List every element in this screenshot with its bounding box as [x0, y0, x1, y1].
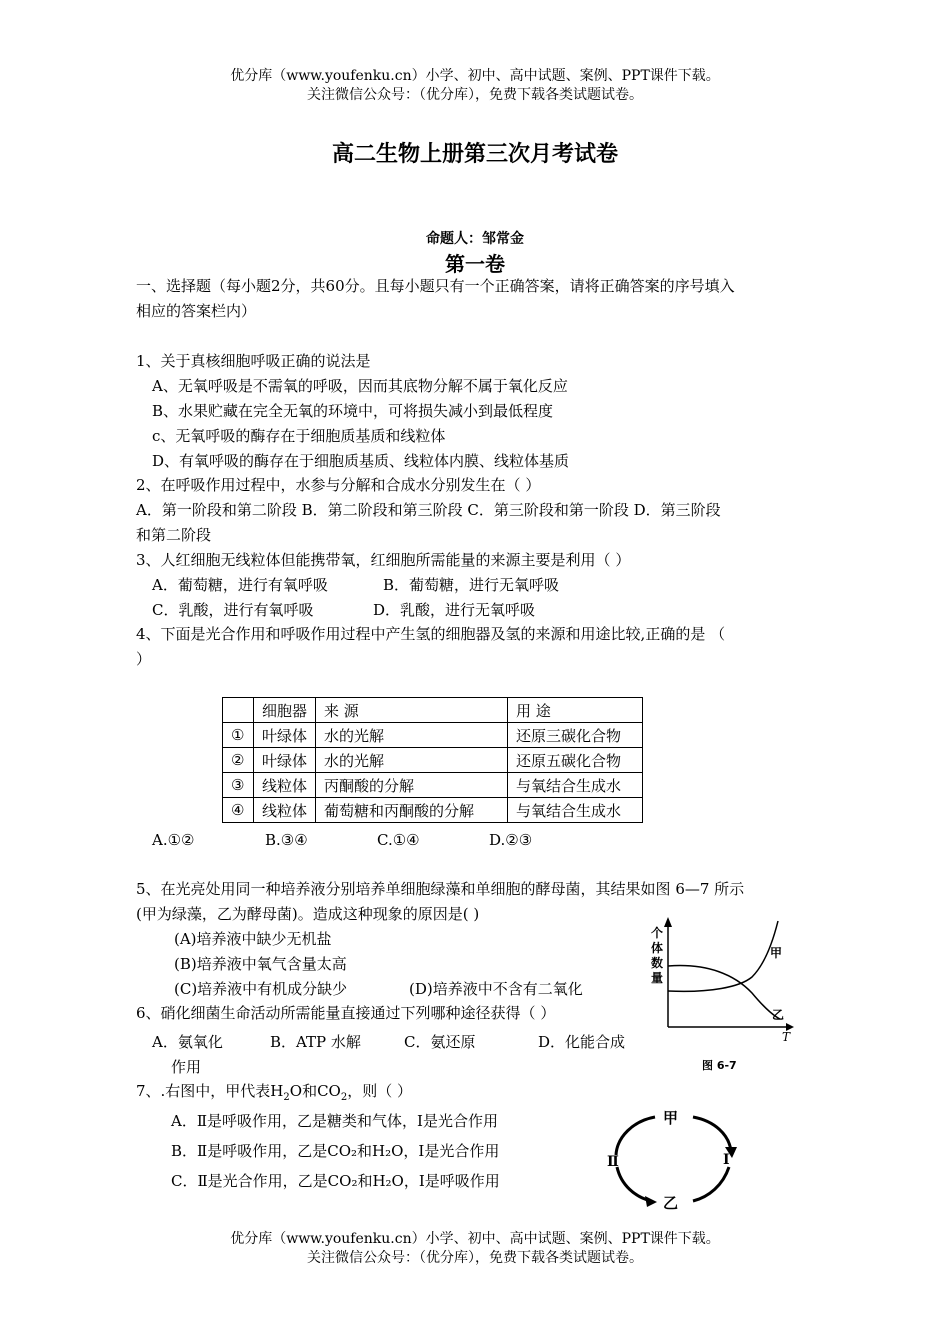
figure-caption: 图 6-7	[702, 1059, 737, 1072]
cycle-diagram	[605, 1105, 745, 1210]
q6-option-b: B．ATP 水解	[270, 1033, 361, 1051]
y-axis-arrow	[664, 917, 672, 927]
y-label-char: 个	[651, 926, 664, 940]
table-header-cell: 细胞器	[254, 698, 316, 723]
section-instructions-2: 相应的答案栏内）	[136, 302, 257, 320]
q1-option-b: B、水果贮藏在完全无氧的环境中，可将损失减小到最低程度	[152, 402, 554, 420]
cycle-label-right: Ⅰ	[723, 1152, 730, 1168]
volume-heading: 第一卷	[445, 252, 505, 276]
table-cell: 水的光解	[316, 723, 508, 748]
q3-option-b: B．葡萄糖，进行无氧呼吸	[383, 576, 560, 594]
q7-option-b: B．Ⅱ是呼吸作用，乙是CO₂和H₂O，Ⅰ是光合作用	[171, 1142, 500, 1160]
table-cell: 还原三碳化合物	[508, 723, 643, 748]
q4-option-b: B.③④	[265, 831, 308, 849]
table-cell: 叶绿体	[254, 748, 316, 773]
y-label-char: 量	[651, 971, 664, 985]
q5-stem-1: 5、在光亮处用同一种培养液分别培养单细胞绿藻和单细胞的酵母菌，其结果如图 6—7 所示	[136, 880, 745, 898]
series-jia-curve	[668, 921, 778, 991]
table-header-row	[223, 698, 643, 723]
q4-stem-2: ）	[136, 650, 152, 668]
q2-options-1: A．第一阶段和第二阶段 B．第二阶段和第三阶段 C．第三阶段和第一阶段 D．第三阶段	[136, 501, 721, 519]
y-label-char: 数	[651, 956, 664, 970]
q4-stem-1: 4、下面是光合作用和呼吸作用过程中产生氢的细胞器及氢的来源和用途比较,正确的是 （	[136, 625, 726, 643]
q6-option-a: A．氨氧化	[152, 1033, 223, 1051]
table-cell: 线粒体	[254, 798, 316, 823]
q1-option-c: c、无氧呼吸的酶存在于细胞质基质和线粒体	[152, 427, 446, 445]
footer-line-2: 关注微信公众号：（优分库），免费下载各类试题试卷。	[307, 1250, 643, 1266]
q6-stem: 6、硝化细菌生命活动所需能量直接通过下列哪种途径获得（ ）	[136, 1004, 556, 1022]
series-jia-label: 甲	[770, 946, 783, 960]
table-cell: ④	[223, 798, 254, 823]
cycle-arc-left-top	[616, 1117, 655, 1155]
q4-option-d: D.②③	[489, 831, 533, 849]
cycle-arc-left-bottom	[617, 1167, 651, 1201]
series-yi-label: 乙	[772, 1008, 785, 1022]
q7-option-a: A．Ⅱ是呼吸作用，乙是糖类和气体，Ⅰ是光合作用	[171, 1112, 498, 1130]
page-title: 高二生物上册第三次月考试卷	[331, 142, 618, 167]
table-cell: 水的光解	[316, 748, 508, 773]
cycle-arc-right-bottom	[693, 1167, 729, 1201]
table-cell: ①	[223, 723, 254, 748]
q5-option-c: (C)培养液中有机成分缺少	[174, 980, 348, 998]
table-cell: ②	[223, 748, 254, 773]
q6-option-c: C．氨还原	[404, 1033, 476, 1051]
q4-option-c: C.①④	[377, 831, 420, 849]
footer-line-1: 优分库（www.youfenku.cn）小学、初中、高中试题、案例、PPT课件下载。	[230, 1231, 720, 1247]
cycle-arc-right-top	[693, 1117, 731, 1151]
cycle-arrowhead-left	[645, 1196, 657, 1207]
q5-stem-2: (甲为绿藻，乙为酵母菌)。造成这种现象的原因是( )	[136, 905, 480, 923]
q5-option-a: (A)培养液中缺少无机盐	[174, 930, 332, 948]
header-line-1: 优分库（www.youfenku.cn）小学、初中、高中试题、案例、PPT课件下载。	[230, 68, 720, 84]
q3-option-d: D．乳酸，进行无氧呼吸	[373, 601, 536, 619]
x-axis-label: T	[782, 1030, 791, 1044]
table-cell: 与氧结合生成水	[508, 773, 643, 798]
table-header-cell: 用 途	[508, 698, 643, 723]
cycle-label-left: Ⅱ	[607, 1154, 619, 1170]
author-line: 命题人：邹常金	[426, 231, 524, 247]
cycle-label-bottom: 乙	[663, 1194, 679, 1210]
table-row	[223, 773, 643, 798]
q1-option-a: A、无氧呼吸是不需氧的呼吸，因而其底物分解不属于氧化反应	[152, 377, 568, 395]
q6-option-d-cont: 作用	[171, 1058, 202, 1076]
q7-option-c: C．Ⅱ是光合作用，乙是CO₂和H₂O，Ⅰ是呼吸作用	[171, 1172, 500, 1190]
q3-option-c: C．乳酸，进行有氧呼吸	[152, 601, 314, 619]
q5-option-d: (D)培养液中不含有二氧化	[409, 980, 583, 998]
q1-option-d: D、有氧呼吸的酶存在于细胞质基质、线粒体内膜、线粒体基质	[152, 452, 570, 470]
figure-6-7	[640, 915, 805, 1075]
q2-stem: 2、在呼吸作用过程中，水参与分解和合成水分别发生在（ ）	[136, 476, 541, 494]
table-row	[223, 748, 643, 773]
table-cell: 与氧结合生成水	[508, 798, 643, 823]
table-cell: 叶绿体	[254, 723, 316, 748]
q1-stem: 1、关于真核细胞呼吸正确的说法是	[136, 352, 371, 370]
q2-options-2: 和第二阶段	[136, 526, 212, 544]
section-instructions-1: 一、选择题（每小题2分，共60分。且每小题只有一个正确答案，请将正确答案的序号填入	[136, 277, 735, 295]
q5-option-b: (B)培养液中氧气含量太高	[174, 955, 347, 973]
series-yi-curve	[668, 966, 780, 1019]
cycle-label-top: 甲	[663, 1109, 679, 1127]
q3-option-a: A．葡萄糖，进行有氧呼吸	[152, 576, 328, 594]
y-label-char: 体	[651, 941, 664, 955]
table-header-cell: 来 源	[316, 698, 508, 723]
table-cell: 丙酮酸的分解	[316, 773, 508, 798]
table-row	[223, 798, 643, 823]
table-header-cell	[223, 698, 254, 723]
table-cell: 葡萄糖和丙酮酸的分解	[316, 798, 508, 823]
q4-option-a: A.①②	[152, 831, 195, 849]
q6-option-d: D．化能合成	[538, 1033, 626, 1051]
q7-stem: 7、.右图中，甲代表$H_2O$和$CO_2$，则（ ）	[136, 1082, 413, 1103]
q3-stem: 3、人红细胞无线粒体但能携带氧，红细胞所需能量的来源主要是利用（ ）	[136, 551, 631, 569]
table-cell: 还原五碳化合物	[508, 748, 643, 773]
q4-table	[222, 697, 643, 823]
table-cell: ③	[223, 773, 254, 798]
header-line-2: 关注微信公众号：（优分库），免费下载各类试题试卷。	[307, 87, 643, 103]
table-cell: 线粒体	[254, 773, 316, 798]
table-row	[223, 723, 643, 748]
